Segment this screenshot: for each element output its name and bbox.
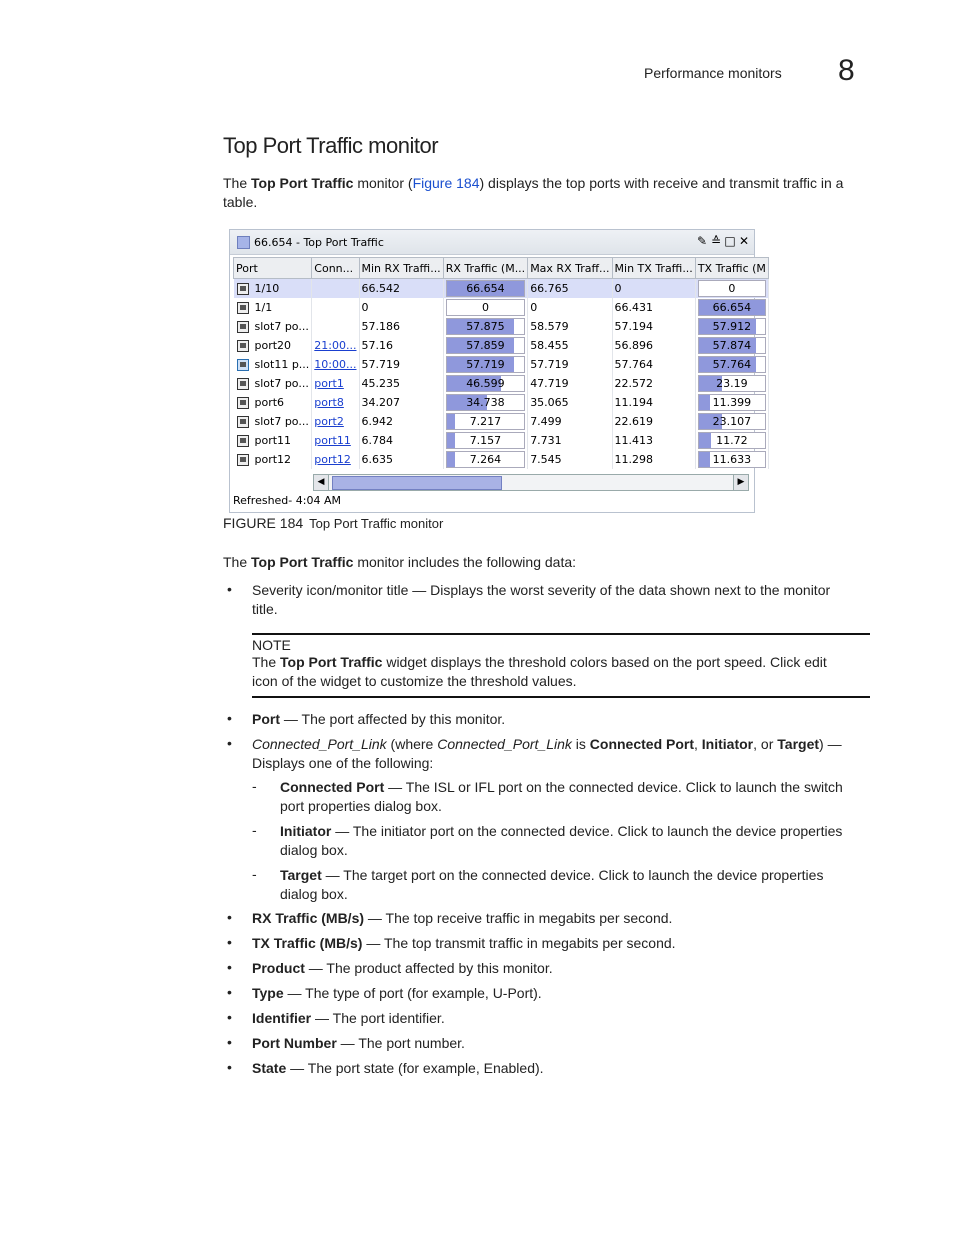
rx-traffic-bar: [446, 451, 526, 468]
connected-port-link[interactable]: port12: [314, 453, 351, 466]
scroll-thumb[interactable]: [332, 476, 502, 490]
desc: — The top receive traffic in megabits per second.: [364, 910, 673, 926]
term: Connected Port: [280, 779, 385, 795]
min-tx-cell: 11.413: [612, 431, 695, 450]
rx-traffic-bar: [446, 432, 526, 449]
term: RX Traffic (MB/s): [252, 910, 365, 926]
port-cell: [234, 450, 312, 469]
min-rx-cell: 57.16: [359, 336, 443, 355]
port-cell: [234, 355, 312, 374]
column-header[interactable]: TX Traffic (M: [695, 258, 768, 279]
term: Product: [252, 960, 305, 976]
port-cell: [234, 431, 312, 450]
tx-traffic-value: 57.764: [712, 358, 752, 371]
intro-text-mid: monitor (: [353, 175, 413, 191]
min-tx-cell: 56.896: [612, 336, 695, 355]
bullet-severity: [252, 581, 872, 619]
connected-port-link[interactable]: port2: [314, 415, 344, 428]
min-tx-cell: 66.431: [612, 298, 695, 317]
min-rx-cell: 6.942: [359, 412, 443, 431]
min-tx-cell: 57.194: [612, 317, 695, 336]
tx-traffic-bar: [698, 375, 766, 392]
table-row[interactable]: [234, 431, 769, 450]
connected-port-link[interactable]: port11: [314, 434, 351, 447]
rx-traffic-bar: [446, 299, 526, 316]
rx-traffic-cell: [443, 279, 528, 299]
tx-traffic-cell: [695, 374, 768, 393]
min-tx-cell: 11.194: [612, 393, 695, 412]
horizontal-scrollbar[interactable]: [313, 474, 749, 491]
scroll-left-icon[interactable]: ◀: [314, 475, 329, 490]
desc: — The type of port (for example, U-Port).: [283, 985, 542, 1001]
min-rx-cell: 0: [359, 298, 443, 317]
rx-traffic-value: 57.875: [466, 320, 505, 333]
desc: — The port state (for example, Enabled).: [286, 1060, 544, 1076]
rx-traffic-value: 7.264: [469, 453, 502, 466]
tx-traffic-bar: [698, 318, 766, 335]
figure-label: FIGURE 184: [223, 515, 304, 531]
tx-traffic-cell: [695, 317, 768, 336]
table-row[interactable]: [234, 317, 769, 336]
column-header[interactable]: Min RX Traffi...: [359, 258, 443, 279]
table-row[interactable]: [234, 336, 769, 355]
term: Port: [252, 711, 280, 727]
column-header[interactable]: Port: [234, 258, 312, 279]
column-header[interactable]: Max RX Traff...: [528, 258, 612, 279]
figure-title: Top Port Traffic monitor: [309, 516, 444, 531]
rx-traffic-value: 7.157: [469, 434, 502, 447]
port-name: port6: [254, 396, 285, 409]
port-cell: [234, 317, 312, 336]
desc: — The top transmit traffic in megabits per second.: [362, 935, 676, 951]
min-tx-cell: 0: [612, 279, 695, 299]
refresh-status: Refreshed- 4:04 AM: [233, 494, 341, 507]
bullet-text-line2: title.: [252, 601, 278, 617]
column-header[interactable]: Min TX Traffi...: [612, 258, 695, 279]
desc: — The ISL or IFL port on the connected device. Click to launch the switch: [384, 779, 843, 795]
rx-traffic-bar: [446, 413, 526, 430]
max-rx-cell: 66.765: [528, 279, 612, 299]
figure-caption: [223, 515, 443, 531]
tx-traffic-bar: [698, 280, 766, 297]
connected-port-cell: [312, 431, 359, 450]
bullet-port: [252, 710, 872, 729]
tx-traffic-value: 11.633: [712, 453, 752, 466]
sub-initiator: [280, 822, 872, 860]
port-cell: [234, 393, 312, 412]
min-tx-cell: 22.572: [612, 374, 695, 393]
desc: — The port number.: [336, 1035, 465, 1051]
term: Target: [777, 736, 820, 752]
tx-traffic-value: 23.19: [716, 377, 748, 390]
rx-traffic-value: 46.599: [466, 377, 505, 390]
rx-traffic-cell: [443, 317, 528, 336]
max-rx-cell: 0: [528, 298, 612, 317]
bullet-product: [252, 959, 872, 978]
bullet-marker: •: [227, 581, 232, 597]
table-row[interactable]: [234, 355, 769, 374]
port-name: 1/10: [254, 282, 280, 295]
dash-marker: -: [252, 822, 257, 838]
tx-traffic-cell: [695, 450, 768, 469]
bullet-text: Severity icon/monitor title — Displays the worst severity of the data shown next to the monitor: [252, 582, 831, 598]
bullet-marker: •: [227, 1009, 232, 1025]
tx-traffic-bar: [698, 337, 766, 354]
connected-port-cell: [312, 279, 359, 299]
min-rx-cell: 66.542: [359, 279, 443, 299]
table-row[interactable]: [234, 412, 769, 431]
scroll-right-icon[interactable]: ▶: [733, 475, 748, 490]
bullet-port-number: [252, 1034, 872, 1053]
close-icon[interactable]: ✕: [738, 234, 750, 248]
min-rx-cell: 6.635: [359, 450, 443, 469]
term: Type: [252, 985, 284, 1001]
min-rx-cell: 45.235: [359, 374, 443, 393]
min-rx-cell: 57.719: [359, 355, 443, 374]
rx-traffic-cell: [443, 450, 528, 469]
min-tx-cell: 11.298: [612, 450, 695, 469]
rx-traffic-cell: [443, 355, 528, 374]
bullet-marker: •: [227, 710, 232, 726]
rx-traffic-bar: [446, 375, 526, 392]
port-cell: [234, 279, 312, 299]
port-icon: [237, 340, 249, 352]
desc: is: [571, 736, 590, 752]
port-warning-icon: [237, 359, 249, 371]
dash-marker: -: [252, 778, 257, 794]
tx-traffic-value: 57.874: [712, 339, 752, 352]
running-header-section: Performance monitors: [644, 65, 782, 81]
port-name: slot11 p...: [254, 358, 310, 371]
desc: — The port affected by this monitor.: [280, 711, 506, 727]
includes-text: The: [223, 554, 252, 570]
port-icon: [237, 435, 249, 447]
intro-text-line2: table.: [223, 194, 258, 210]
connected-port-cell: [312, 412, 359, 431]
rx-traffic-value: 0: [481, 301, 489, 314]
column-header[interactable]: RX Traffic (M...: [443, 258, 528, 279]
table-row[interactable]: [234, 279, 769, 299]
tx-traffic-cell: [695, 355, 768, 374]
tx-traffic-bar: [698, 432, 766, 449]
rx-traffic-value: 34.738: [466, 396, 505, 409]
rx-traffic-bar: [446, 394, 526, 411]
intro-term: Top Port Traffic: [251, 175, 354, 191]
rx-traffic-bar: [446, 280, 526, 297]
max-rx-cell: 57.719: [528, 355, 612, 374]
connected-port-cell: [312, 450, 359, 469]
connected-port-cell: [312, 336, 359, 355]
tx-traffic-bar: [698, 394, 766, 411]
includes-paragraph: [223, 553, 873, 572]
tx-traffic-bar: [698, 413, 766, 430]
intro-text: The: [223, 175, 252, 191]
section-heading: Top Port Traffic monitor: [223, 133, 439, 158]
connected-port-cell: [312, 374, 359, 393]
rx-traffic-cell: [443, 412, 528, 431]
desc: ,: [694, 736, 702, 752]
max-rx-cell: 7.545: [528, 450, 612, 469]
bullet-type: [252, 984, 872, 1003]
bullet-marker: •: [227, 1034, 232, 1050]
widget-title-bar: [230, 230, 754, 255]
desc: — The port identifier.: [311, 1010, 445, 1026]
bullet-rx-traffic: [252, 909, 872, 928]
port-name: slot7 po...: [254, 377, 309, 390]
term: Port Number: [252, 1035, 337, 1051]
bullet-marker: •: [227, 959, 232, 975]
intro-paragraph: [223, 174, 873, 212]
connected-port-cell: [312, 317, 359, 336]
term: Identifier: [252, 1010, 312, 1026]
note-text-end: widget displays the threshold colors based on the port speed. Click edit: [382, 654, 827, 670]
bullet-marker: •: [227, 1059, 232, 1075]
desc: Displays one of the following:: [252, 755, 434, 771]
tx-traffic-value: 11.72: [716, 434, 748, 447]
note-bottom-rule: [252, 696, 870, 698]
rx-traffic-bar: [446, 356, 526, 373]
tx-traffic-cell: [695, 336, 768, 355]
bullet-tx-traffic: [252, 934, 872, 953]
port-icon: [237, 302, 249, 314]
note-text: The: [252, 654, 281, 670]
rx-traffic-cell: [443, 374, 528, 393]
bullet-marker: •: [227, 909, 232, 925]
tx-traffic-bar: [698, 356, 766, 373]
connected-port-cell: [312, 355, 359, 374]
note-text-line2: icon of the widget to customize the threshold values.: [252, 673, 577, 689]
desc: (where: [386, 736, 438, 752]
bullet-connected-port-link: [252, 735, 872, 773]
rx-traffic-bar: [446, 337, 526, 354]
rx-traffic-bar: [446, 318, 526, 335]
bullet-marker: •: [227, 934, 232, 950]
connected-port-link[interactable]: 21:00...: [314, 339, 357, 352]
tx-traffic-bar: [698, 451, 766, 468]
desc: — The target port on the connected device. Click to launch the device properties: [321, 867, 824, 883]
sub-target: [280, 866, 872, 904]
desc: dialog box.: [280, 886, 348, 902]
max-rx-cell: 35.065: [528, 393, 612, 412]
note-heading: NOTE: [252, 637, 291, 653]
table-row[interactable]: [234, 450, 769, 469]
sub-connected-port: [280, 778, 872, 816]
desc: — The initiator port on the connected device. Click to launch the device properties: [331, 823, 843, 839]
dash-marker: -: [252, 866, 257, 882]
tx-traffic-cell: [695, 431, 768, 450]
note-top-rule: [252, 633, 870, 635]
note-term: Top Port Traffic: [280, 654, 383, 670]
widget-title: 66.654 - Top Port Traffic: [254, 236, 384, 249]
port-cell: [234, 412, 312, 431]
port-name: port11: [254, 434, 292, 447]
term: TX Traffic (MB/s): [252, 935, 363, 951]
tx-traffic-bar: [698, 299, 766, 316]
desc: — The product affected by this monitor.: [304, 960, 553, 976]
connected-port-cell: [312, 298, 359, 317]
port-name: slot7 po...: [254, 415, 309, 428]
port-cell: [234, 374, 312, 393]
port-cell: [234, 336, 312, 355]
port-cell: [234, 298, 312, 317]
top-port-traffic-widget: [229, 229, 766, 513]
tx-traffic-value: 66.654: [712, 301, 752, 314]
includes-text-end: monitor includes the following data:: [353, 554, 577, 570]
port-icon: [237, 397, 249, 409]
term: Connected Port: [589, 736, 695, 752]
includes-term: Top Port Traffic: [251, 554, 354, 570]
connected-port-cell: [312, 393, 359, 412]
desc: ) —: [819, 736, 842, 752]
port-icon: [237, 454, 249, 466]
desc: dialog box.: [280, 842, 348, 858]
bullet-marker: •: [227, 984, 232, 1000]
port-icon: [237, 416, 249, 428]
connected-port-link[interactable]: port8: [314, 396, 344, 409]
chapter-number: 8: [838, 54, 855, 87]
severity-icon: [237, 236, 250, 249]
term: Target: [280, 867, 322, 883]
max-rx-cell: 7.499: [528, 412, 612, 431]
port-name: port12: [254, 453, 292, 466]
port-icon: [237, 283, 249, 295]
traffic-table: [233, 257, 769, 469]
port-name: port20: [254, 339, 292, 352]
rx-traffic-value: 7.217: [469, 415, 502, 428]
tx-traffic-value: 23.107: [712, 415, 752, 428]
rx-traffic-value: 66.654: [466, 282, 505, 295]
desc: , or: [753, 736, 778, 752]
bullet-marker: •: [227, 735, 232, 751]
term: Connected_Port_Link: [252, 736, 387, 752]
tx-traffic-cell: [695, 393, 768, 412]
max-rx-cell: 58.455: [528, 336, 612, 355]
rx-traffic-value: 57.719: [466, 358, 505, 371]
max-rx-cell: 7.731: [528, 431, 612, 450]
table-row[interactable]: [234, 374, 769, 393]
port-name: 1/1: [254, 301, 273, 314]
rx-traffic-value: 57.859: [466, 339, 505, 352]
rx-traffic-cell: [443, 393, 528, 412]
min-rx-cell: 6.784: [359, 431, 443, 450]
edit-icon[interactable]: ✎: [696, 234, 708, 248]
connected-port-link[interactable]: 10:00...: [314, 358, 357, 371]
term: Initiator: [701, 736, 754, 752]
tx-traffic-value: 11.399: [712, 396, 752, 409]
figure-link[interactable]: Figure 184: [412, 175, 480, 191]
min-rx-cell: 57.186: [359, 317, 443, 336]
term: Initiator: [280, 823, 332, 839]
bullet-state: [252, 1059, 872, 1078]
connected-port-link[interactable]: port1: [314, 377, 344, 390]
tx-traffic-value: 0: [728, 282, 736, 295]
rx-traffic-cell: [443, 336, 528, 355]
tx-traffic-cell: [695, 298, 768, 317]
term: State: [252, 1060, 287, 1076]
collapse-icon[interactable]: ≙: [710, 234, 722, 248]
tx-traffic-value: 57.912: [712, 320, 752, 333]
max-rx-cell: 47.719: [528, 374, 612, 393]
table-row[interactable]: [234, 393, 769, 412]
bullet-identifier: [252, 1009, 872, 1028]
maximize-icon[interactable]: □: [724, 234, 736, 248]
rx-traffic-cell: [443, 431, 528, 450]
desc: port properties dialog box.: [280, 798, 442, 814]
column-header[interactable]: Conn...: [312, 258, 359, 279]
tx-traffic-cell: [695, 412, 768, 431]
note-body: [252, 653, 872, 691]
rx-traffic-cell: [443, 298, 528, 317]
term: Connected_Port_Link: [437, 736, 572, 752]
min-tx-cell: 57.764: [612, 355, 695, 374]
port-icon: [237, 378, 249, 390]
min-tx-cell: 22.619: [612, 412, 695, 431]
table-row[interactable]: [234, 298, 769, 317]
intro-text-end: ) displays the top ports with receive and transmit traffic in a: [479, 175, 844, 191]
port-icon: [237, 321, 249, 333]
tx-traffic-cell: [695, 279, 768, 299]
min-rx-cell: 34.207: [359, 393, 443, 412]
max-rx-cell: 58.579: [528, 317, 612, 336]
port-name: slot7 po...: [254, 320, 309, 333]
